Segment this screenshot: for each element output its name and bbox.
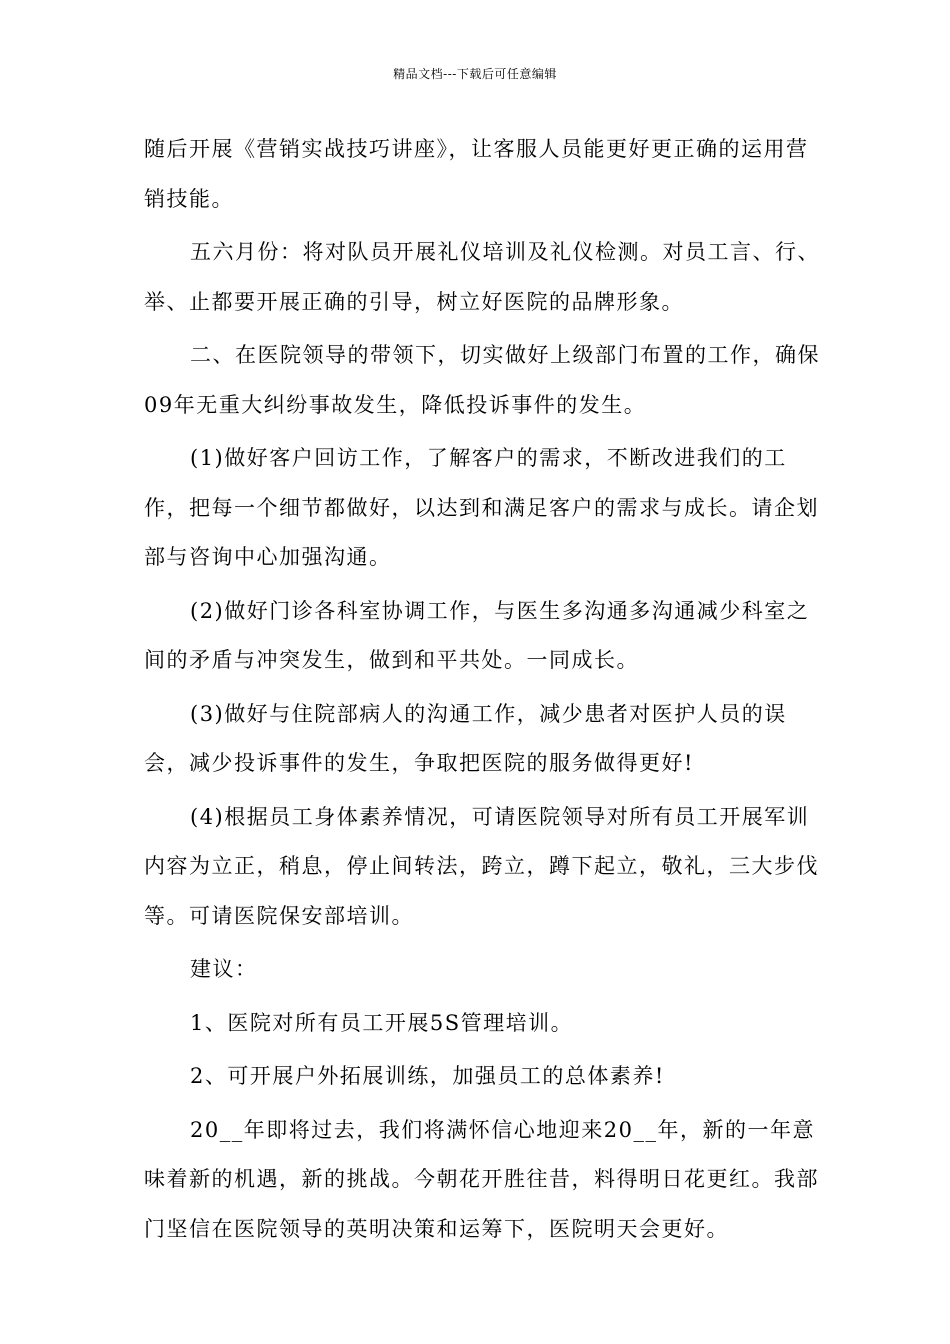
paragraph-section-two: 二、在医院领导的带领下，切实做好上级部门布置的工作，确保09年无重大纠纷事故发生，降低投诉事件的发生。 <box>144 343 820 417</box>
paragraph-suggestion-1: 1、医院对所有员工开展5S管理培训。 <box>190 1010 574 1035</box>
paragraph-item-2: (2)做好门诊各科室协调工作，与医生多沟通多沟通减少科室之间的矛盾与冲突发生，做到和平共处。一同成长。 <box>144 598 810 672</box>
paragraph-item-4: (4)根据员工身体素养情况，可请医院领导对所有员工开展军训内容为立正，稍息，停止间转法，跨立，蹲下起立，敬礼，三大步伐等。可请医院保安部培训。 <box>144 804 819 928</box>
paragraph-suggestions-heading: 建议： <box>190 957 258 981</box>
page-header: 精品文档---下载后可任意编辑 <box>393 67 557 81</box>
document-body <box>144 125 824 1258</box>
paragraph-item-1: (1)做好客户回访工作，了解客户的需求，不断改进我们的工作，把每一个细节都做好，以达到和满足客户的需求与成长。请企划部与咨询中心加强沟通。 <box>144 446 819 569</box>
paragraph-suggestion-2: 2、可开展户外拓展训练，加强员工的总体素养! <box>190 1064 665 1088</box>
paragraph-closing: 20__年即将过去，我们将满怀信心地迎来20__年，新的一年意味着新的机遇，新的挑战。今朝花开胜往昔，料得明日花更红。我部门坚信在医院领导的英明决策和运筹下，医院明天会更好。 <box>144 1117 819 1241</box>
paragraph-continuation: 随后开展《营销实战技巧讲座》，让客服人员能更好更正确的运用营销技能。 <box>144 137 809 211</box>
paragraph-item-3: (3)做好与住院部病人的沟通工作，减少患者对医护人员的误会，减少投诉事件的发生，争取把医院的服务做得更好! <box>144 701 787 775</box>
paragraph-may-june-plan: 五六月份：将对队员开展礼仪培训及礼仪检测。对员工言、行、举、止都要开展正确的引导，树立好医院的品牌形象。 <box>144 240 820 314</box>
